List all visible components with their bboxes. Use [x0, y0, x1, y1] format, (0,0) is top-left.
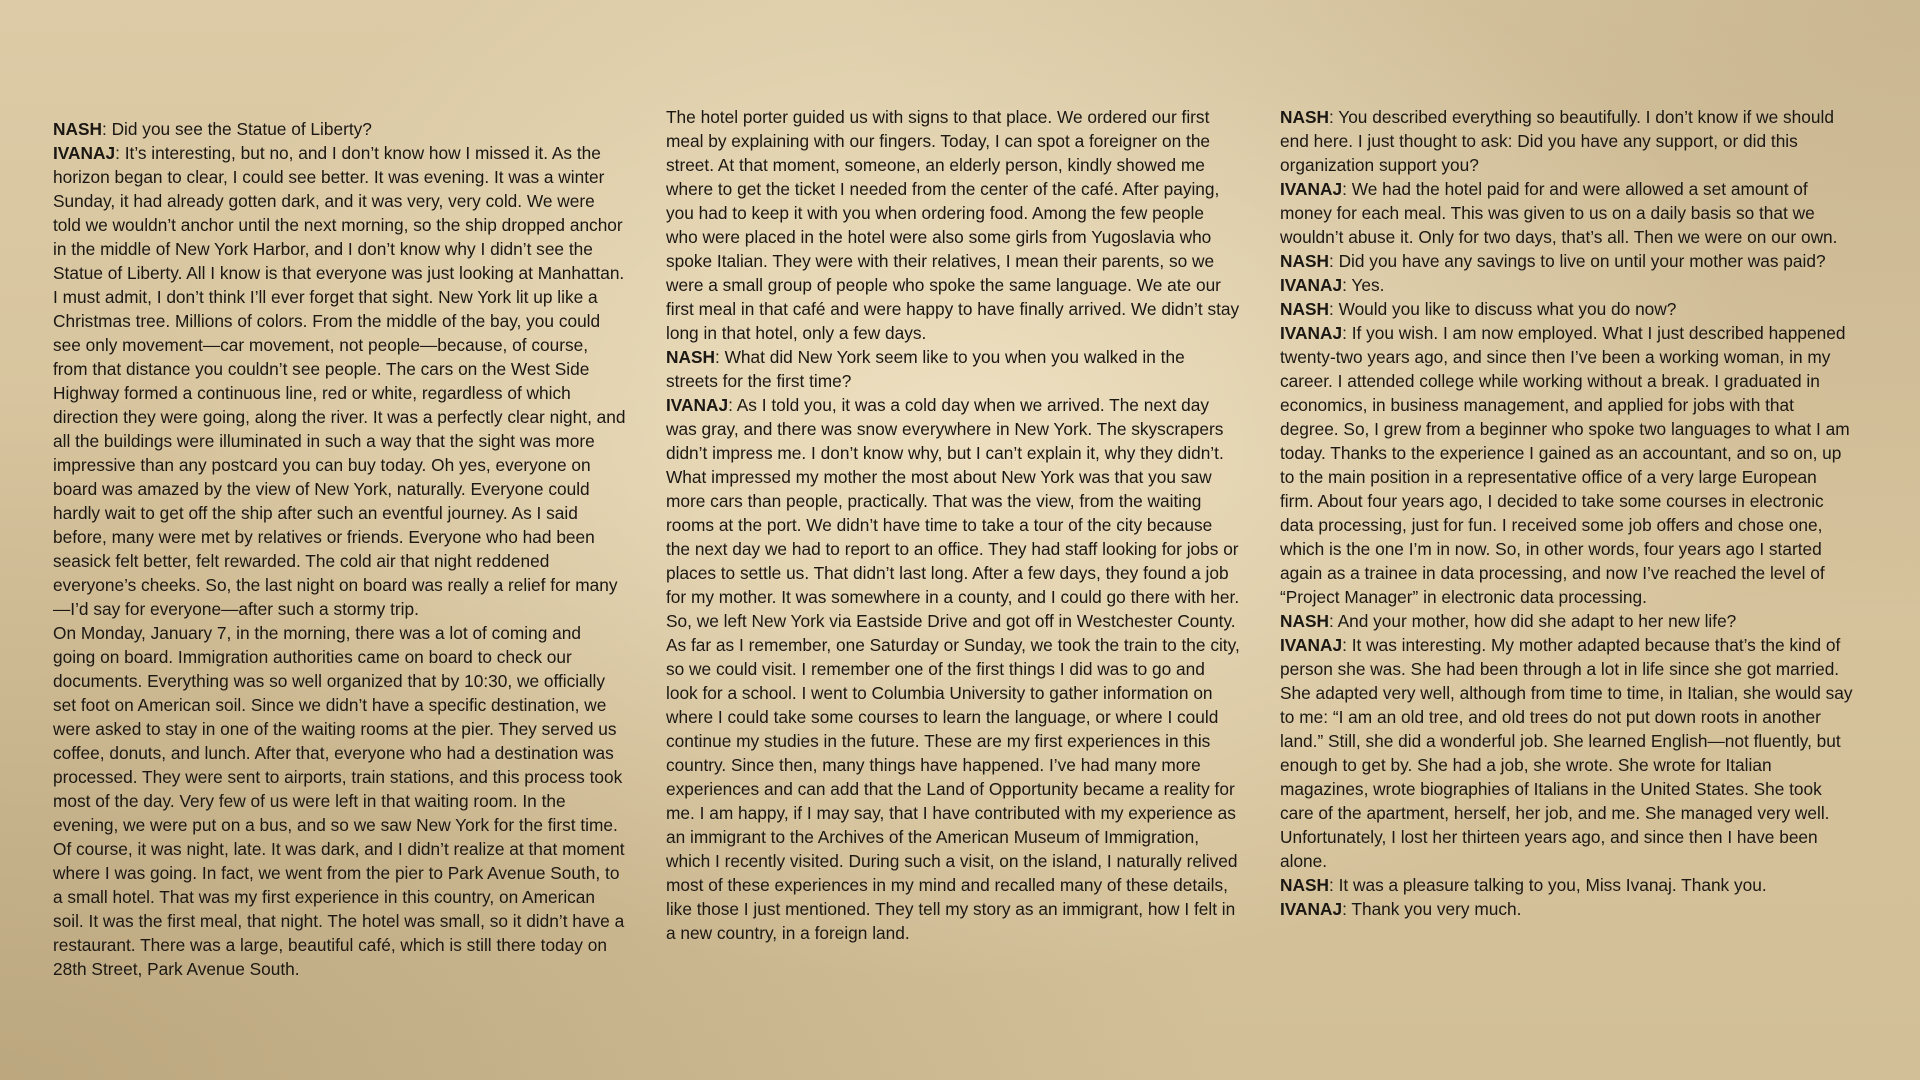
speaker-name: IVANAJ: [1280, 275, 1343, 295]
speaker-name: NASH: [53, 119, 102, 139]
paragraph-text: On Monday, January 7, in the morning, there was a lot of coming and going on board. Immigration authorities came on board to check our documents. Everything was so well organized that by 10:30, we officially set foot on American soil. Since we didn’t have a specific destination, we were asked to stay in one of the waiting rooms at the pier. They served us coffee, donuts, and lunch. After that, everyone who had a destination was processed. They were sent to airports, train stations, and this process took most of the day. Very few of us were left in that waiting room. In the evening, we were put on a bus, and so we saw New York for the first time. Of course, it was night, late. It was dark, and I didn’t realize at that moment where I was going. In fact, we went from the pier to Park Avenue South, to a small hotel. That was my first experience in this country, on American soil. It was the first meal, that night. The hotel was small, so it didn’t have a restaurant. There was a large, beautiful café, which is still there today on 28th Street, Park Avenue South.: [53, 623, 625, 979]
paragraph-text: : Thank you very much.: [1342, 899, 1522, 919]
paragraph-text: : Did you have any savings to live on until your mother was paid?: [1328, 251, 1826, 271]
paragraph-text: : And your mother, how did she adapt to her new life?: [1328, 611, 1737, 631]
paragraph-text: The hotel porter guided us with signs to that place. We ordered our first meal by explaining with our fingers. Today, I can spot a foreigner on the street. At that moment, someone, an elderly person, kindly showed me where to get the ticket I needed from the center of the café. After paying, you had to keep it with you when ordering food. Among the few people who were placed in the hotel were also some girls from Yugoslavia who spoke Italian. They were with their relatives, I mean their parents, so we were a small group of people who spoke the same language. We ate our first meal in that café and were happy to have finally arrived. We didn’t stay long in that hotel, only a few days.: [666, 107, 1240, 343]
speaker-name: IVANAJ: [53, 143, 116, 163]
speaker-name: NASH: [1280, 875, 1329, 895]
paragraph: [1280, 297, 1854, 321]
text-column-1: [53, 117, 627, 981]
paragraph: [666, 105, 1240, 345]
speaker-name: IVANAJ: [1280, 635, 1343, 655]
paragraph: [1280, 177, 1854, 249]
paragraph-text: : As I told you, it was a cold day when we arrived. The next day was gray, and there was snow everywhere in New York. The skyscrapers didn’t impress me. I don’t know why, but I can’t explain it, why they didn’t. What impressed my mother the most about New York was that you saw more cars than people, practically. That was the view, from the waiting rooms at the port. We didn’t have time to take a tour of the city because the next day we had to report to an office. They had staff looking for jobs or places to settle us. That didn’t last long. After a few days, they found a job for my mother. It was somewhere in a county, and I could go there with her. So, we left New York via Eastside Drive and got off in Westchester County. As far as I remember, one Saturday or Sunday, we took the train to the city, so we could visit. I remember one of the first things I did was to go and look for a school. I went to Columbia University to gather information on where I could take some courses to learn the language, or where I could continue my studies in the future. These are my first experiences in this country. Since then, many things have happened. I’ve had many more experiences and can add that the Land of Opportunity became a reality for me. I am happy, if I may say, that I have contributed with my experience as an immigrant to the Archives of the American Museum of Immigration, which I recently visited. During such a visit, on the island, I naturally relived most of these experiences in my mind and recalled many of these details, like those I just mentioned. They tell my story as an immigrant, how I felt in a new country, in a foreign land.: [666, 395, 1240, 943]
paragraph: [53, 141, 627, 621]
speaker-name: IVANAJ: [666, 395, 729, 415]
paragraph-text: : It was interesting. My mother adapted because that’s the kind of person she was. She had been through a lot in life since she got married. She adapted very well, although from time to time, in Italian, she would say to me: “I am an old tree, and old trees do not put down roots in another land.” Still, she did a wonderful job. She learned English—not fluently, but enough to get by. She had a job, she wrote. She wrote for Italian magazines, wrote biographies of Italians in the United States. She took care of the apartment, herself, her job, and me. She managed very well. Unfortunately, I lost her thirteen years ago, and since then I have been alone.: [1280, 635, 1853, 871]
speaker-name: IVANAJ: [1280, 899, 1343, 919]
speaker-name: NASH: [1280, 299, 1329, 319]
paragraph-text: : It’s interesting, but no, and I don’t know how I missed it. As the horizon began to clear, I could see better. It was evening. It was a winter Sunday, it had already gotten dark, and it was very, very cold. We were told we wouldn’t anchor until the next morning, so the ship dropped anchor in the middle of New York Harbor, and I don’t know why I didn’t see the Statue of Liberty. All I know is that everyone was just looking at Manhattan. I must admit, I don’t think I’ll ever forget that sight. New York lit up like a Christmas tree. Millions of colors. From the middle of the bay, you could see only movement—car movement, not people—because, of course, from that distance you couldn’t see people. The cars on the West Side Highway formed a continuous line, red or white, regardless of which direction they were going, along the river. It was a perfectly clear night, and all the buildings were illuminated in such a way that the sight was more impressive than any postcard you can buy today. Oh yes, everyone on board was amazed by the view of New York, naturally. Everyone could hardly wait to get off the ship after such an eventful journey. As I said before, many were met by relatives or friends. Everyone who had been seasick felt better, felt rewarded. The cold air that night reddened everyone’s cheeks. So, the last night on board was really a relief for many—I’d say for everyone—after such a stormy trip.: [53, 143, 626, 619]
paragraph: [1280, 273, 1854, 297]
paragraph-text: : Did you see the Statue of Liberty?: [101, 119, 372, 139]
paragraph: [1280, 609, 1854, 633]
paragraph-text: : Yes.: [1342, 275, 1385, 295]
paragraph: [1280, 633, 1854, 873]
paragraph-text: : We had the hotel paid for and were allowed a set amount of money for each meal. This was given to us on a daily basis so that we wouldn’t abuse it. Only for two days, that’s all. Then we were on our own.: [1280, 179, 1838, 247]
speaker-name: NASH: [1280, 611, 1329, 631]
paragraph: [53, 621, 627, 981]
paragraph: [1280, 873, 1854, 897]
paragraph: [1280, 897, 1854, 921]
speaker-name: NASH: [1280, 251, 1329, 271]
paragraph: [1280, 321, 1854, 609]
paragraph-text: : What did New York seem like to you when you walked in the streets for the first time?: [666, 347, 1185, 391]
paragraph-text: : Would you like to discuss what you do now?: [1328, 299, 1677, 319]
paragraph: [666, 345, 1240, 393]
paragraph: [1280, 249, 1854, 273]
text-column-2: [666, 105, 1240, 945]
paragraph: [666, 393, 1240, 945]
paragraph-text: : It was a pleasure talking to you, Miss Ivanaj. Thank you.: [1328, 875, 1767, 895]
speaker-name: NASH: [666, 347, 715, 367]
speaker-name: IVANAJ: [1280, 323, 1343, 343]
text-column-3: [1280, 105, 1854, 921]
paragraph: [53, 117, 627, 141]
paragraph: [1280, 105, 1854, 177]
speaker-name: NASH: [1280, 107, 1329, 127]
paragraph-text: : You described everything so beautifully. I don’t know if we should end here. I just thought to ask: Did you have any support, or did this organization support you?: [1280, 107, 1834, 175]
speaker-name: IVANAJ: [1280, 179, 1343, 199]
paragraph-text: : If you wish. I am now employed. What I just described happened twenty-two years ago, and since then I’ve been a working woman, in my career. I attended college while working without a break. I graduated in economics, in business management, and applied for jobs with that degree. So, I grew from a beginner who spoke two languages to what I am today. Thanks to the experience I gained as an accountant, and so on, up to the main position in a representative office of a very large European firm. About four years ago, I decided to take some courses in electronic data processing, just for fun. I received some job offers and chose one, which is the one I’m in now. So, in other words, four years ago I started again as a trainee in data processing, and now I’ve reached the level of “Project Manager” in electronic data processing.: [1280, 323, 1850, 607]
